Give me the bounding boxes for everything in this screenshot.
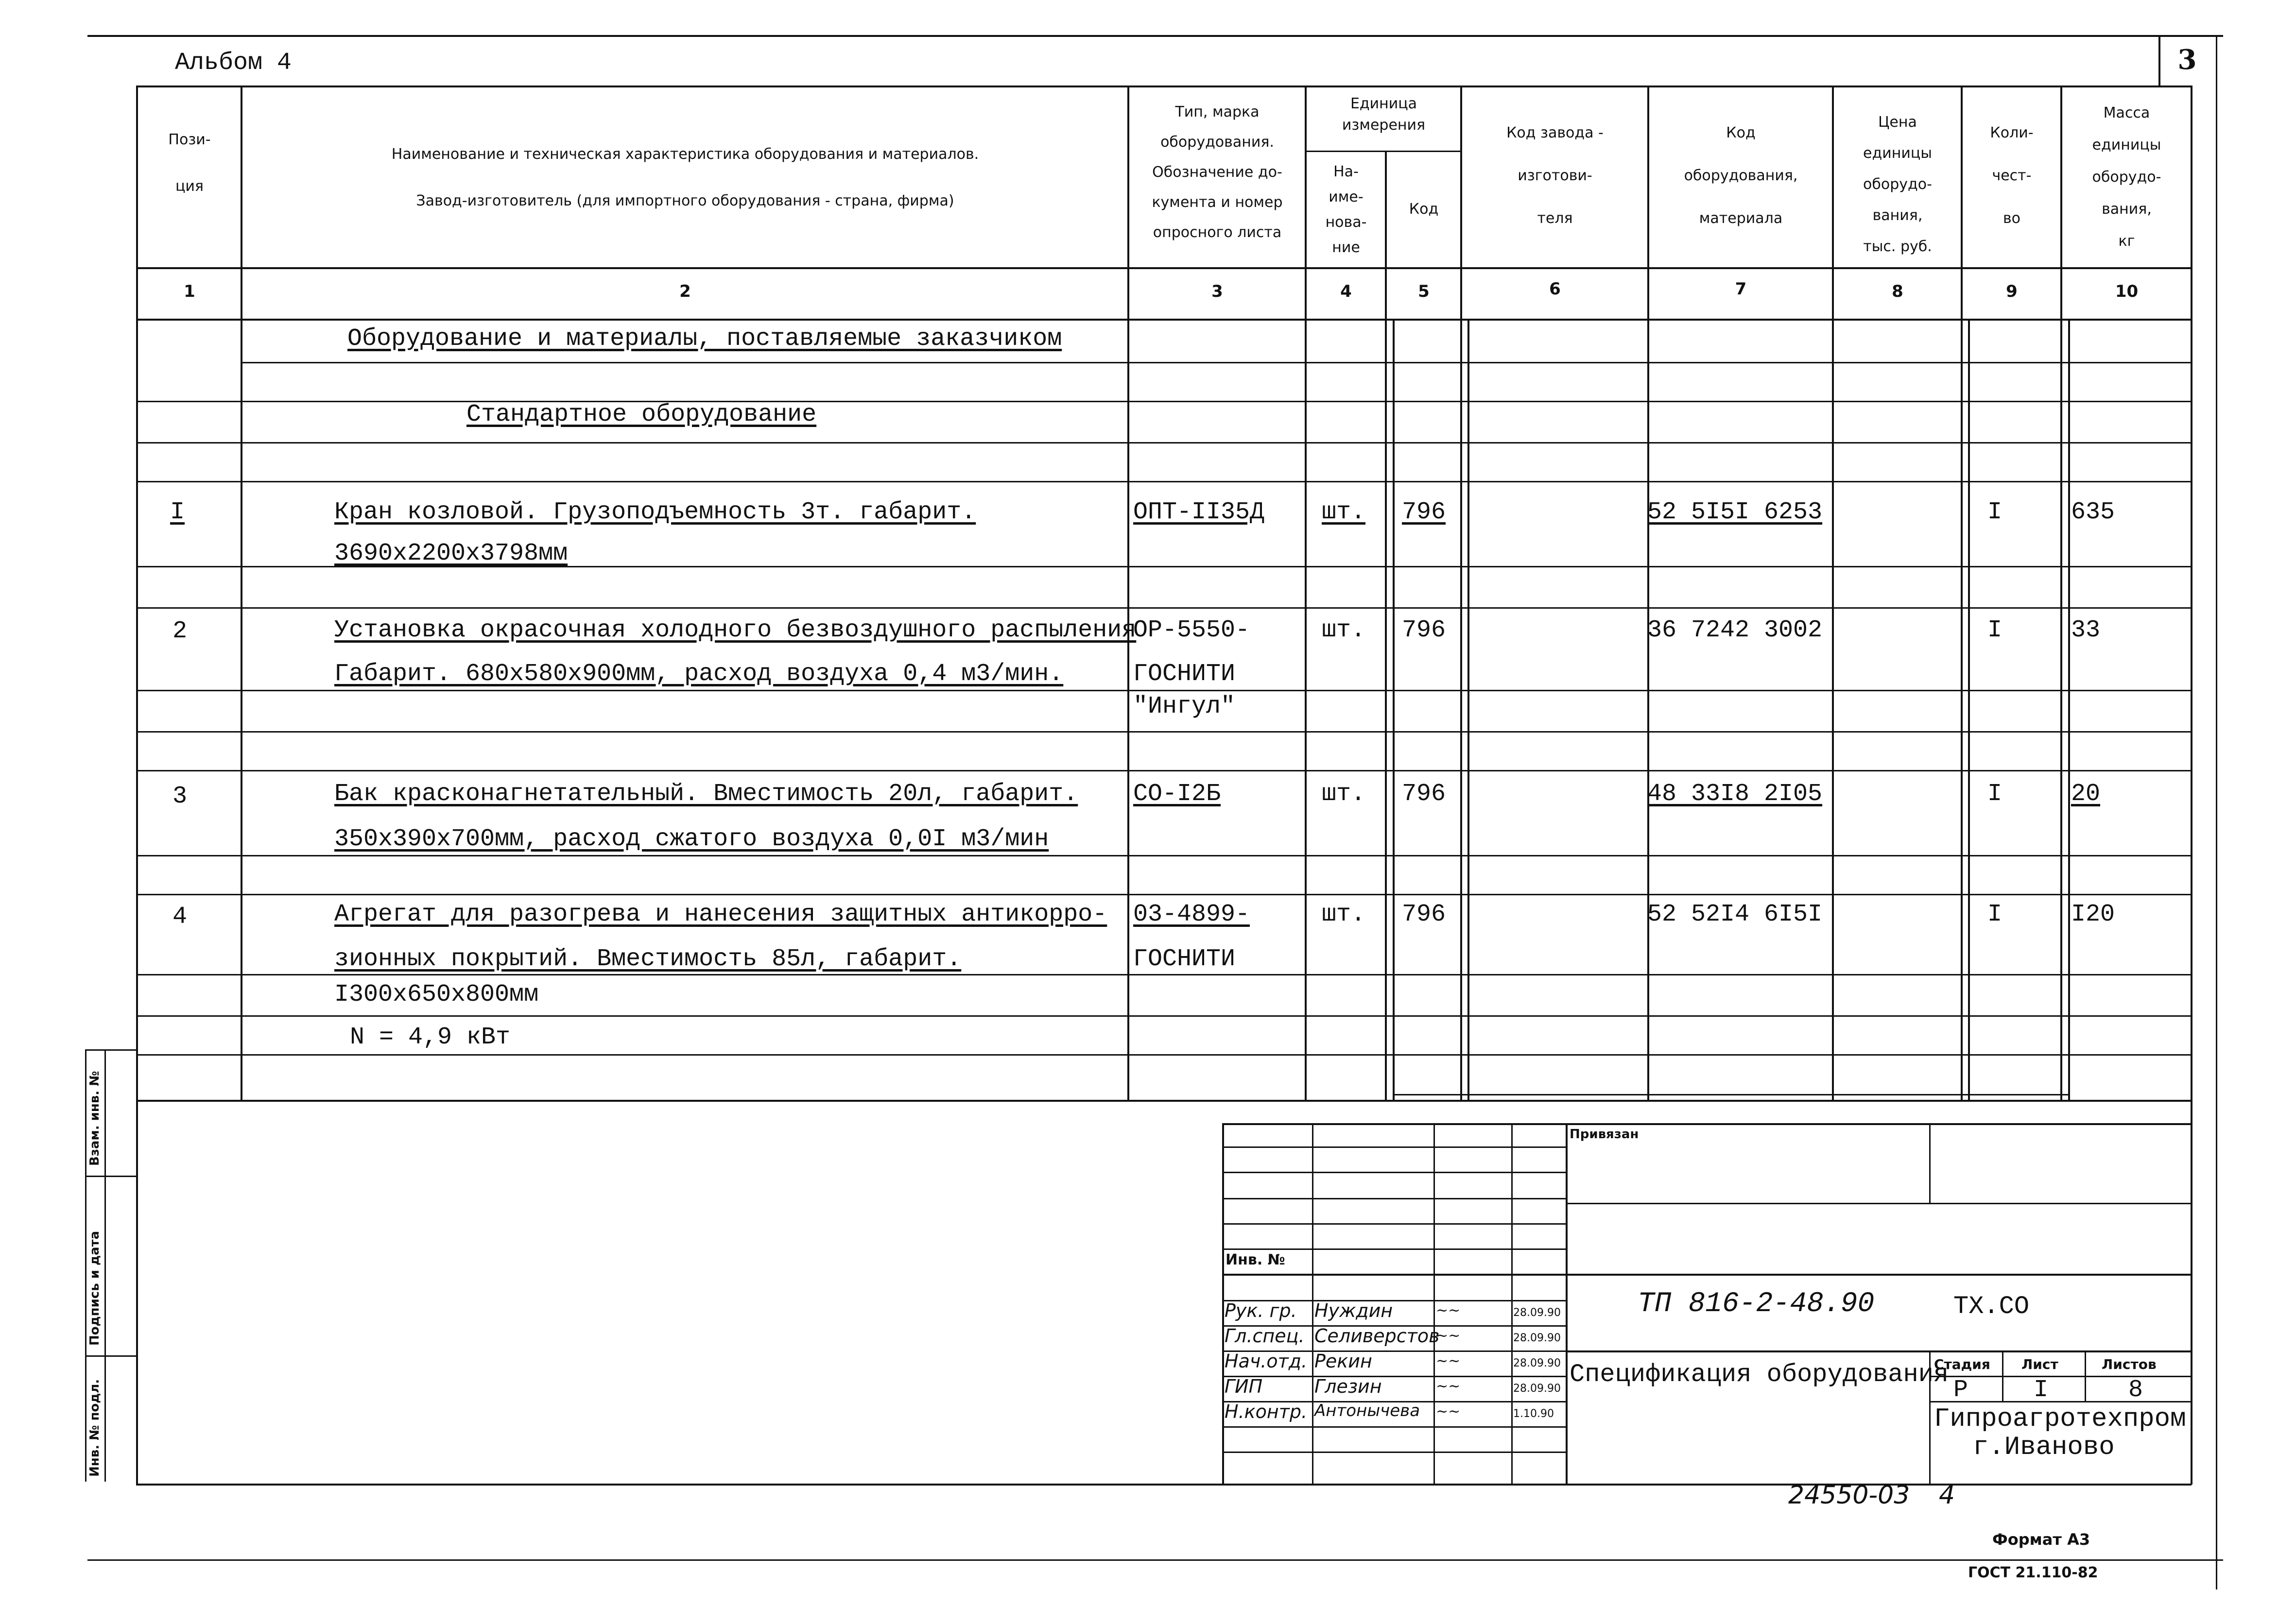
header-top-line xyxy=(136,85,2192,87)
tb-row xyxy=(1222,1426,1566,1428)
side-stamp-top xyxy=(85,1049,138,1051)
stage-value: Р xyxy=(1953,1376,1968,1404)
archive-sheet: 4 xyxy=(1939,1481,1955,1510)
item-name-line: зионных покрытий. Вместимость 85л, габарит. xyxy=(334,945,962,973)
role-label: Рук. гр. xyxy=(1225,1300,1297,1321)
item-unit: шт. xyxy=(1322,616,1366,644)
left-frame xyxy=(136,85,138,1485)
item-type: ГОСНИТИ xyxy=(1133,660,1236,688)
item-unit-code: 796 xyxy=(1402,616,1446,644)
side-stamp-text: Подпись и дата xyxy=(87,1230,102,1346)
section-standard-equipment: Стандартное оборудование xyxy=(466,401,817,428)
signature: ~~ xyxy=(1436,1327,1461,1344)
tb-row xyxy=(1222,1146,1566,1148)
col-sep-4 xyxy=(1385,151,1387,1101)
stage-label: Стадия xyxy=(1934,1356,1990,1372)
col9-title: Коли- чест- во xyxy=(1990,124,2034,227)
org-name: Гипроагротехпром xyxy=(1934,1404,2186,1434)
item-name-line: Бак красконагнетательный. Вместимость 20л, габарит. xyxy=(334,780,1078,808)
col-sep-9b xyxy=(2068,321,2070,1101)
role-name: Селиверстов xyxy=(1314,1325,1440,1347)
item-mass: I20 xyxy=(2071,901,2115,928)
colnum-4: 4 xyxy=(1340,282,1352,301)
doc-title: Спецификация оборудования xyxy=(1570,1360,1949,1389)
unit-group-divider xyxy=(1305,151,1461,152)
item-mass: 635 xyxy=(2071,498,2115,526)
col-sep-1 xyxy=(241,85,242,1101)
unit-group-title: Единица измерения xyxy=(1342,95,1426,134)
side-stamp-text: Взам. инв. № xyxy=(87,1071,102,1166)
tb-stage-col xyxy=(2002,1350,2003,1402)
row-line xyxy=(136,770,2191,771)
item-type: 03-4899- xyxy=(1133,901,1250,928)
item-pos: I xyxy=(170,498,185,526)
row-line xyxy=(241,362,2191,363)
item-type: ОПТ-II35Д xyxy=(1133,498,1265,526)
col5-title: Код xyxy=(1409,201,1439,218)
role-label: Гл.спец. xyxy=(1225,1325,1305,1347)
role-label: Н.контр. xyxy=(1225,1401,1308,1422)
item-name-line: Кран козловой. Грузоподъемность 3т. габарит. xyxy=(334,498,976,526)
top-border xyxy=(87,35,2223,37)
col1-title: Пози- ция xyxy=(168,131,211,195)
tb-row xyxy=(1929,1376,2192,1377)
item-name-line: Агрегат для разогрева и нанесения защитных антикорро- xyxy=(334,901,1107,928)
col-sep-4b xyxy=(1393,321,1395,1101)
tb-row xyxy=(1222,1172,1566,1173)
col-sep-3 xyxy=(1305,85,1307,1101)
item-mass: 33 xyxy=(2071,616,2101,644)
item-qty: I xyxy=(1987,498,2003,526)
col-sep-8b xyxy=(1968,321,1970,1101)
tb-col xyxy=(1511,1123,1513,1484)
item-qty: I xyxy=(1987,901,2003,928)
table-end-line-inner xyxy=(1393,1094,2068,1095)
item-name-line: Габарит. 680x580x900мм, расход воздуха 0,4 м3/мин. xyxy=(334,660,1064,688)
tb-col xyxy=(1929,1123,1931,1204)
colnum-7: 7 xyxy=(1735,279,1747,299)
standard-label: ГОСТ 21.110-82 xyxy=(1968,1564,2098,1581)
tb-top xyxy=(1222,1123,2192,1125)
inv-label: Инв. № xyxy=(1226,1251,1285,1268)
tb-row xyxy=(1222,1223,1566,1225)
org-city: г.Иваново xyxy=(1973,1433,2115,1462)
role-label: Нач.отд. xyxy=(1225,1350,1308,1372)
tb-frame-left xyxy=(1222,1123,1224,1484)
signature: ~~ xyxy=(1436,1378,1461,1395)
archive-number: 24550-03 xyxy=(1788,1481,1910,1510)
col6-title: Код завода - изготови- теля xyxy=(1506,124,1604,227)
tb-row xyxy=(1222,1274,2192,1276)
item-name-line: 350x390x700мм, расход сжатого воздуха 0,0I м3/мин xyxy=(334,825,1049,853)
signature: ~~ xyxy=(1436,1403,1461,1420)
colnum-10: 10 xyxy=(2115,282,2139,301)
item-unit-code: 796 xyxy=(1402,498,1446,526)
colnum-6: 6 xyxy=(1549,279,1561,299)
row-line xyxy=(136,731,2191,733)
sheet-value: I xyxy=(2034,1376,2049,1404)
row-line xyxy=(136,481,2191,482)
col-sep-5 xyxy=(1460,85,1462,1101)
item-name-line: Установка окрасочная холодного безвоздушного распыления xyxy=(334,616,1137,644)
section-customer-supplied: Оборудование и материалы, поставляемые заказчиком xyxy=(347,325,1062,353)
col4-title: На- име- нова- ние xyxy=(1325,163,1367,256)
col-sep-7 xyxy=(1832,85,1834,1101)
signature: ~~ xyxy=(1436,1352,1461,1369)
item-unit: шт. xyxy=(1322,780,1366,808)
page-number: 3 xyxy=(2177,44,2197,76)
row-line xyxy=(136,690,2191,691)
row-line xyxy=(136,1054,2191,1056)
colnum-8: 8 xyxy=(1892,282,1903,301)
role-name: Антонычева xyxy=(1314,1401,1420,1420)
tb-row xyxy=(1222,1198,1566,1199)
col-sep-8 xyxy=(1961,85,1963,1101)
role-name: Рекин xyxy=(1314,1350,1372,1372)
col-sep-6 xyxy=(1647,85,1649,1101)
tb-row xyxy=(1222,1376,1566,1377)
item-eq-code: 48 33I8 2I05 xyxy=(1647,780,1823,808)
side-stamp-text: Инв. № подл. xyxy=(87,1379,102,1477)
item-name-line: 3690x2200x3798мм xyxy=(334,540,568,567)
side-stamp-outer xyxy=(85,1049,86,1482)
role-date: 28.09.90 xyxy=(1513,1383,1561,1395)
row-line xyxy=(136,894,2191,895)
colnum-2: 2 xyxy=(679,282,691,301)
col-sep-5b xyxy=(1467,321,1469,1101)
outer-right-line xyxy=(2216,35,2217,1589)
sheets-label: Листов xyxy=(2102,1356,2157,1372)
role-date: 28.09.90 xyxy=(1513,1307,1561,1319)
tb-row xyxy=(1929,1401,2192,1402)
col-sep-2 xyxy=(1127,85,1129,1101)
colnum-5: 5 xyxy=(1418,282,1430,301)
item-pos: 4 xyxy=(173,903,188,931)
col3-title: Тип, марка оборудования. Обозначение до- кумента и номер опросного листа xyxy=(1152,103,1283,241)
doc-code: ТП 816-2-48.90 xyxy=(1638,1288,1875,1320)
item-unit-code: 796 xyxy=(1402,780,1446,808)
col2-title: Наименование и техническая характеристика оборудования и материалов. Завод-изготовитель (для импортного оборудования - страна, фирма) xyxy=(391,146,979,209)
col8-title: Цена единицы оборудо- вания, тыс. руб. xyxy=(1863,114,1932,255)
tb-col xyxy=(1433,1123,1435,1484)
role-date: 28.09.90 xyxy=(1513,1332,1561,1344)
item-type: ОР-5550- xyxy=(1133,616,1250,644)
colnum-1: 1 xyxy=(184,282,195,301)
item-mass: 20 xyxy=(2071,780,2101,808)
side-stamp-inner xyxy=(104,1049,106,1482)
side-stamp-div xyxy=(85,1176,138,1177)
doc-suffix: ТХ.СО xyxy=(1953,1292,2030,1321)
row-line xyxy=(136,1015,2191,1017)
row-line xyxy=(136,401,2191,402)
item-eq-code: 36 7242 3002 xyxy=(1647,616,1823,644)
item-unit-code: 796 xyxy=(1402,901,1446,928)
item-qty: I xyxy=(1987,616,2003,644)
tb-row xyxy=(1222,1452,1566,1453)
item-pos: 3 xyxy=(173,783,188,810)
role-date: 1.10.90 xyxy=(1513,1408,1554,1420)
colnum-3: 3 xyxy=(1211,282,1223,301)
item-eq-code: 52 52I4 6I5I xyxy=(1647,901,1823,928)
item-type: "Ингул" xyxy=(1133,693,1236,720)
header-bottom-line xyxy=(136,267,2192,269)
table-end-line xyxy=(136,1100,2192,1102)
col7-title: Код оборудования, материала xyxy=(1684,124,1798,227)
item-name-line: N = 4,9 кВт xyxy=(350,1024,511,1051)
item-unit: шт. xyxy=(1322,498,1366,526)
row-line xyxy=(136,607,2191,609)
tb-row xyxy=(1566,1203,2192,1204)
tb-row xyxy=(1566,1350,2192,1352)
colnum-9: 9 xyxy=(2006,282,2018,301)
sheet-label: Лист xyxy=(2021,1356,2058,1372)
item-type: ГОСНИТИ xyxy=(1133,945,1236,973)
role-name: Нуждин xyxy=(1314,1300,1393,1321)
item-eq-code: 52 5I5I 6253 xyxy=(1647,498,1823,526)
role-name: Глезин xyxy=(1314,1376,1382,1397)
signature: ~~ xyxy=(1436,1302,1461,1319)
tb-col xyxy=(1566,1123,1568,1484)
role-date: 28.09.90 xyxy=(1513,1357,1561,1369)
col10-title: Масса единицы оборудо- вания, кг xyxy=(2092,104,2161,250)
item-qty: I xyxy=(1987,780,2003,808)
bound-label: Привязан xyxy=(1570,1127,1639,1142)
tb-col xyxy=(1312,1123,1313,1484)
row-line xyxy=(136,442,2191,444)
album-label: Альбом 4 xyxy=(175,49,292,77)
tb-row xyxy=(1222,1248,1566,1250)
role-label: ГИП xyxy=(1225,1376,1263,1397)
item-unit: шт. xyxy=(1322,901,1366,928)
item-name-line: I300x650x800мм xyxy=(334,981,539,1008)
sheets-value: 8 xyxy=(2128,1376,2143,1404)
row-line xyxy=(136,974,2191,975)
col-sep-9 xyxy=(2060,85,2062,1101)
item-type: СО-I2Б xyxy=(1133,780,1221,808)
page-bottom-line xyxy=(87,1559,2223,1561)
side-stamp-div xyxy=(85,1355,138,1357)
item-pos: 2 xyxy=(173,617,188,645)
format-label: Формат А3 xyxy=(1992,1530,2090,1549)
tb-stage-col xyxy=(2085,1350,2086,1402)
colnum-bottom-line xyxy=(136,319,2192,321)
row-line xyxy=(136,855,2191,856)
